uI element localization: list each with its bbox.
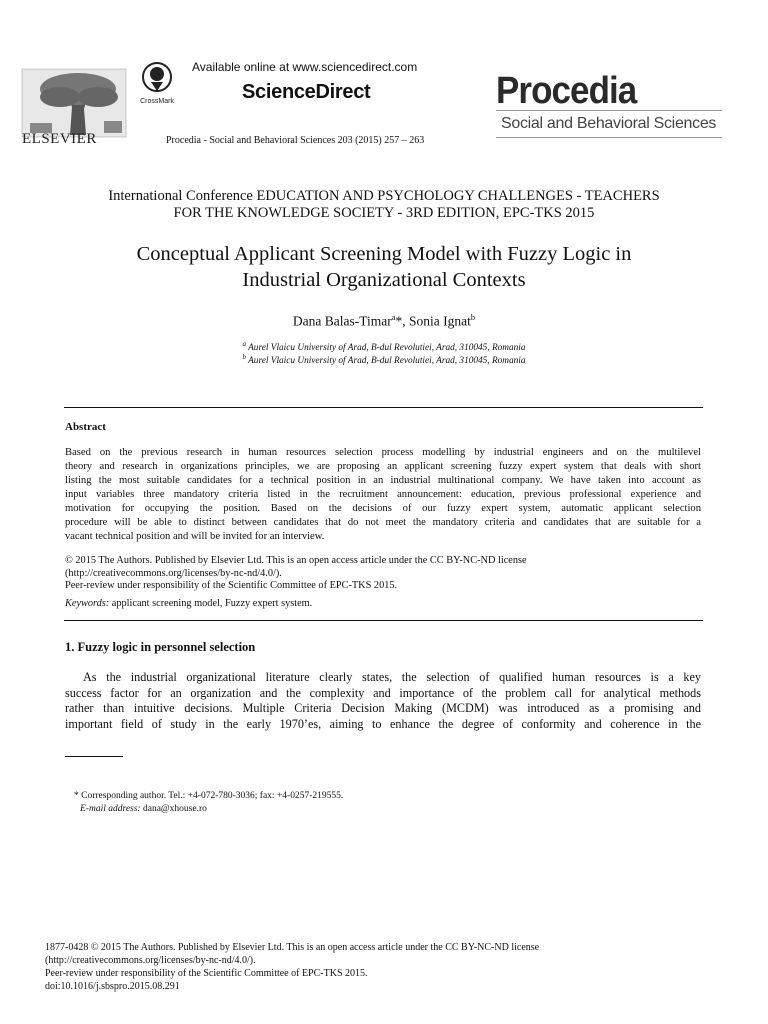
body-line: success factor for an organization and the complexity and importance of the problem call for analytical methods [65, 685, 701, 700]
email-note [80, 804, 207, 814]
elsevier-wordmark: ELSEVIER [22, 131, 97, 147]
affiliation-marker: b [470, 312, 476, 322]
paper-title-line-1: Conceptual Applicant Screening Model with Fuzzy Logic in [136, 243, 632, 265]
section-body [65, 670, 701, 733]
corresponding-author-note: * Corresponding author. Tel.: +4-072-780-3036; fax: +4-0257-219555. [74, 791, 344, 801]
author-name: Dana Balas-Timar [292, 313, 392, 329]
journal-reference: Procedia - Social and Behavioral Sciences 203 (2015) 257 – 263 [166, 135, 425, 146]
peer-review-notice: Peer-review under responsibility of the Scientific Committee of EPC-TKS 2015. [65, 580, 398, 591]
crossmark-badge[interactable] [136, 62, 178, 105]
abstract-body [65, 446, 701, 544]
keywords-label: Keywords: [65, 598, 110, 609]
conference-line-2: FOR THE KNOWLEDGE SOCIETY - 3RD EDITION, EPC-TKS 2015 [173, 205, 595, 221]
keywords [65, 598, 701, 611]
abstract-line: procedure will be able to distinct between candidates that do not meet the mandatory criteria and candidates that are suitable for a [65, 517, 701, 528]
crossmark-icon [142, 62, 172, 92]
affiliation-b [40, 353, 728, 366]
paper-title [40, 241, 728, 293]
available-online-text: Available online at www.sciencedirect.com [192, 60, 418, 74]
section-heading: 1. Fuzzy logic in personnel selection [65, 640, 256, 654]
body-line: rather than intuitive decisions. Multiple Criteria Decision Making (MCDM) was introduced as a promising and [65, 701, 701, 716]
abstract-line: motivation for occupying the position. Based on the decisions of our fuzzy expert system, automatic applicant selection [65, 503, 701, 514]
journal-logo-rule [496, 110, 722, 111]
author-name: Sonia Ignat [409, 313, 471, 329]
abstract-line: listing the most suitable candidates for a technical position in an industrial multinational company. We have taken into account as [65, 475, 701, 486]
conference-name [40, 188, 728, 222]
journal-logo-rule-bottom [496, 137, 722, 138]
footer-doi[interactable]: doi:10.1016/j.sbspro.2015.08.291 [45, 981, 180, 992]
affiliation-a [40, 340, 728, 353]
abstract-top-rule [64, 407, 703, 408]
keywords-list: applicant screening model, Fuzzy expert system. [109, 598, 313, 609]
affiliation-text: Aurel Vlaicu University of Arad, B-dul Revolutiei, Arad, 310045, Romania [245, 343, 526, 354]
footer-issn-copyright: 1877-0428 © 2015 The Authors. Published by Elsevier Ltd. This is an open access article under the CC BY-NC-ND license [45, 942, 540, 953]
email-label: E-mail address: [80, 804, 141, 814]
footer-license-link[interactable]: (http://creativecommons.org/licenses/by-nc-nd/4.0/). [45, 955, 256, 966]
author-list [40, 312, 728, 330]
abstract-line: Based on the previous research in human resources selection process modelling by industrial engineers and on the multilevel [65, 447, 701, 458]
body-line: important field of study in the early 1970’es, aiming to enhance the degree of conformity and coherence in the [65, 717, 701, 732]
journal-logo-title: Procedia [496, 70, 637, 112]
journal-logo-subtitle: Social and Behavioral Sciences [501, 115, 717, 132]
abstract-line: theory and research in organizations principles, we are proposing an applicant screening fuzzy expert system that deals with short [65, 461, 701, 472]
affiliation-marker: a [391, 312, 396, 322]
abstract-line: vacant technical position and will be invited for an interview. [65, 531, 325, 542]
abstract-bottom-rule [64, 620, 703, 621]
corresponding-marker: *, [395, 313, 409, 329]
footnote-rule [65, 756, 123, 757]
conference-line-1: International Conference EDUCATION AND PSYCHOLOGY CHALLENGES - TEACHERS [108, 188, 660, 204]
paper-title-line-2: Industrial Organizational Contexts [242, 269, 526, 291]
abstract-line: input variables three mandatory criteria listed in the recruitment announcement: education, previous professional experience and [65, 489, 701, 500]
sciencedirect-logo: ScienceDirect [242, 81, 371, 103]
affiliation-marker: b [242, 353, 246, 361]
body-line: As the industrial organizational literature clearly states, the selection of qualified human resources is a key [83, 670, 701, 684]
footer-peer-review: Peer-review under responsibility of the Scientific Committee of EPC-TKS 2015. [45, 968, 368, 979]
crossmark-label: CrossMark [140, 98, 174, 105]
license-link[interactable]: (http://creativecommons.org/licenses/by-nc-nd/4.0/). [65, 568, 282, 579]
copyright-notice: © 2015 The Authors. Published by Elsevier Ltd. This is an open access article under the CC BY-NC-ND license [65, 555, 527, 566]
affiliation-marker: a [242, 340, 246, 348]
affiliation-text: Aurel Vlaicu University of Arad, B-dul Revolutiei, Arad, 310045, Romania [245, 356, 526, 367]
email-address[interactable]: dana@xhouse.ro [140, 804, 207, 814]
abstract-heading: Abstract [65, 421, 106, 433]
